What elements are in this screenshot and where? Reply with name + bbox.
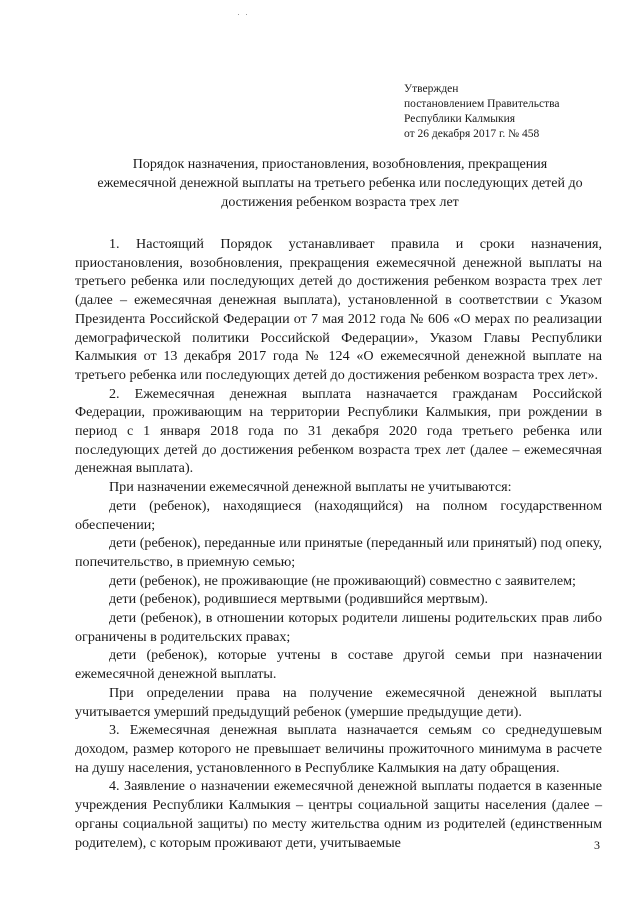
scan-speck bbox=[246, 14, 247, 15]
page-number: 3 bbox=[594, 838, 600, 852]
exclusion-item: дети (ребенок), находящиеся (находящийся) на полном государственном обеспечении; bbox=[75, 497, 602, 533]
exclusion-item: дети (ребенок), переданные или принятые (переданный или принятый) под опеку, попечительство, в приемную семью; bbox=[75, 535, 602, 570]
approval-line: Утвержден bbox=[404, 83, 459, 95]
title-line: ежемесячной денежной выплаты на третьего ребенка или последующих детей до bbox=[97, 176, 583, 191]
scan-speck bbox=[238, 14, 239, 15]
exclusion-item: дети (ребенок), в отношении которых родители лишены родительских прав либо ограничены в родительских правах; bbox=[75, 610, 602, 645]
title-line: Порядок назначения, приостановления, возобновления, прекращения bbox=[132, 157, 548, 172]
approval-stamp-block bbox=[404, 82, 560, 142]
paragraph-2: 2. Ежемесячная денежная выплата назначается гражданам Российской Федерации, проживающим на территории Республики Калмыкия, при рождении в период с 1 января 2018 года по 31 декабря 2020 года третьего ребенка или последующих детей до достижения ребенком возраста трех лет (далее – ежемесячная денежная выплата). bbox=[75, 385, 602, 477]
exclusion-item: дети (ребенок), родившиеся мертвыми (родившийся мертвым). bbox=[109, 591, 489, 608]
approval-line: постановлением Правительства bbox=[404, 98, 560, 110]
approval-line: от 26 декабря 2017 г. № 458 bbox=[404, 128, 540, 140]
deceased-child-note: При определении права на получение ежемесячной денежной выплаты учитывается умерший предыдущий ребенок (умершие предыдущие дети). bbox=[75, 684, 602, 720]
exclusion-item: дети (ребенок), не проживающие (не проживающий) совместно с заявителем; bbox=[109, 572, 576, 589]
paragraph-4: 4. Заявление о назначении ежемесячной денежной выплаты подается в казенные учреждения Республики Калмыкия – центры социальной защиты населения (далее – органы социальной защиты) по месту жительства одним из родителей (единственным родителем), с которым проживают дети, учитываемые bbox=[75, 778, 602, 851]
paragraph-1: 1. Настоящий Порядок устанавливает правила и сроки назначения, приостановления, возобновления, прекращения ежемесячной денежной выплаты на третьего ребенка или последующих детей до достижения ребенком возраста трех лет (далее – ежемесячная денежная выплата), установленной в соответствии с Указом Президента Российской Федерации от 7 мая 2012 года № 606 «О мерах по реализации демографической политики Российской Федерации», Указом Главы Республики Калмыкия от 13 декабря 2017 года № 124 «О ежемесячной денежной выплате на третьего ребенка или последующих детей до достижения ребенком возраста трех лет». bbox=[75, 236, 602, 383]
paragraph-3: 3. Ежемесячная денежная выплата назначается семьям со среднедушевым доходом, размер которого не превышает величины прожиточного минимума в расчете на душу населения, установленного в Республике Калмыкия на дату обращения. bbox=[75, 722, 602, 776]
document-body bbox=[75, 235, 602, 852]
exclusion-item: дети (ребенок), которые учтены в составе другой семьи при назначении ежемесячной денежной выплаты. bbox=[75, 647, 602, 683]
approval-line: Республики Калмыкия bbox=[404, 113, 516, 125]
document-title bbox=[60, 155, 620, 212]
title-line: достижения ребенком возраста трех лет bbox=[221, 195, 459, 210]
exclusions-intro: При назначении ежемесячной денежной выплаты не учитываются: bbox=[109, 479, 512, 496]
